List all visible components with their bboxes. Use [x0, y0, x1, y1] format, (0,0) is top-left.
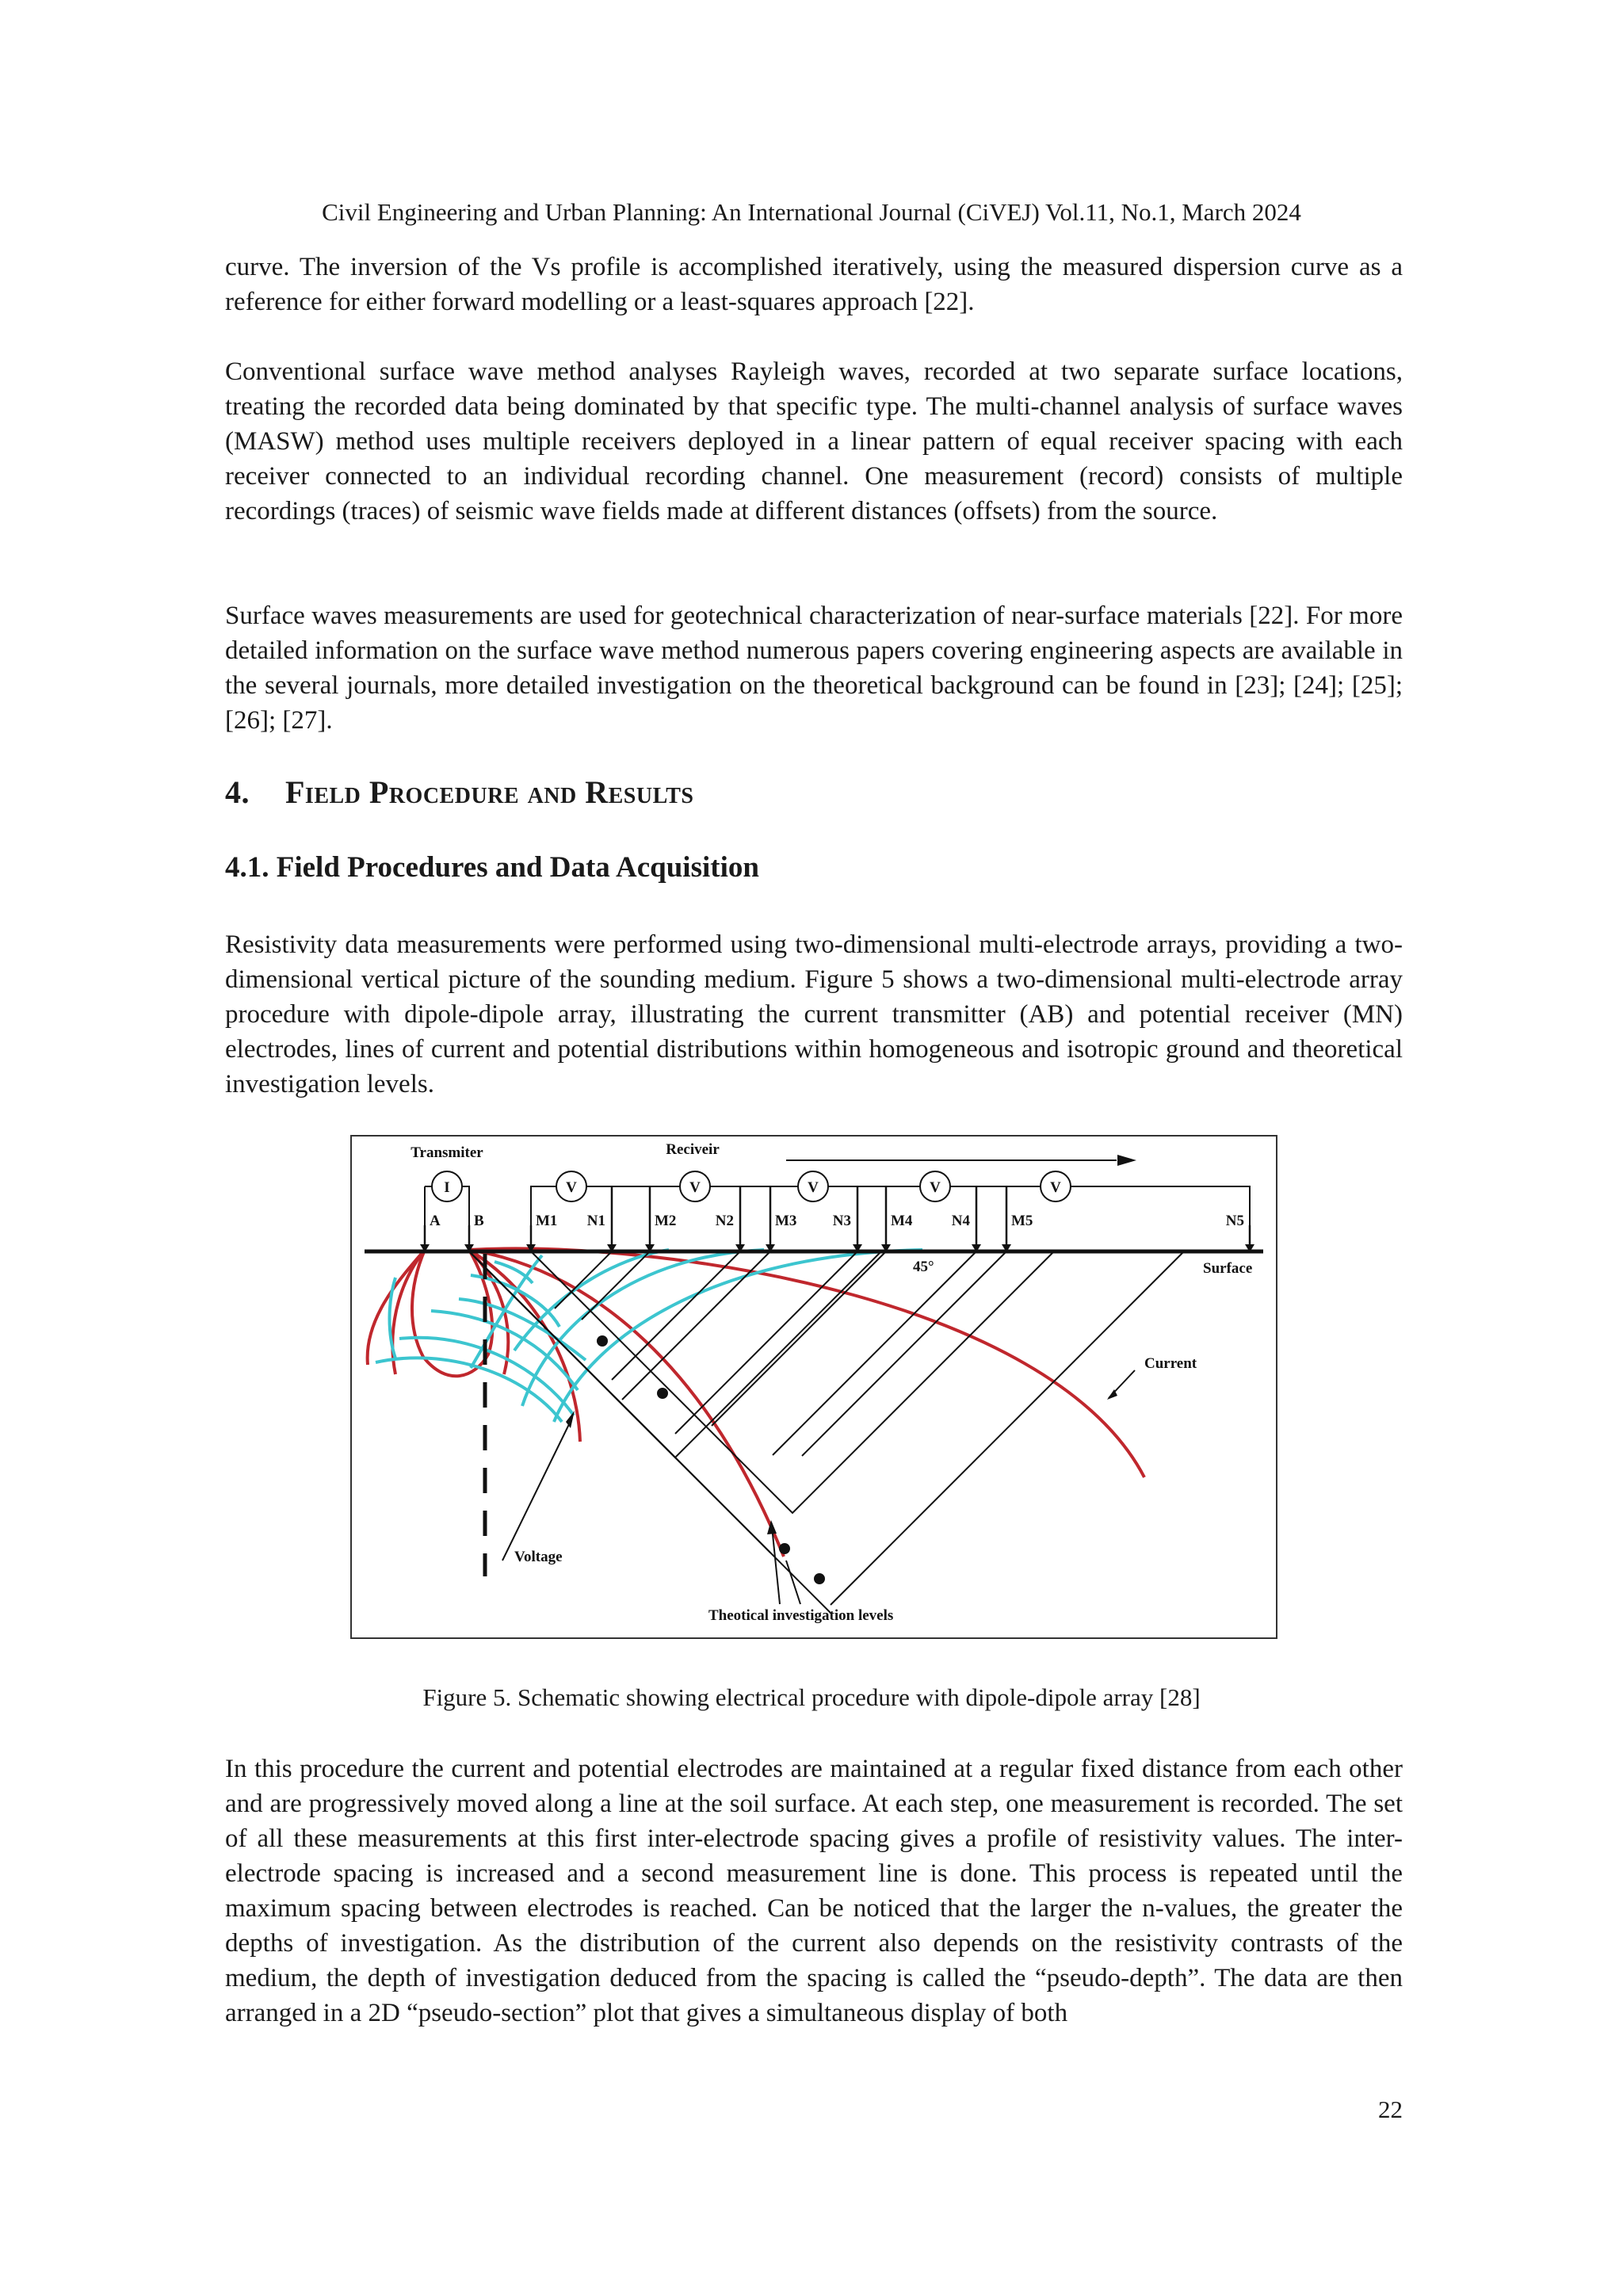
investigation-point-n4 [779, 1543, 790, 1554]
current-line [469, 1250, 784, 1557]
electrode-m1-label: M1 [536, 1213, 558, 1229]
investigation-line [802, 1251, 1006, 1456]
voltage-line [459, 1299, 586, 1360]
section-number: 4. [225, 774, 250, 810]
page-number: 22 [1378, 2095, 1403, 2123]
voltmeter-label-4: V [930, 1179, 941, 1196]
paragraph-surface-wave-method: Conventional surface wave method analyses Rayleigh waves, recorded at two separate surface locations, treating the recorded data being dominated by that specific type. The multi-channel analysis of surface waves (MASW) method uses multiple receivers deployed in a linear pattern of equal receiver spacing with each receiver connected to an individual recording channel. One measurement (record) consists of multiple recordings (traces) of seismic wave fields made at different distances (offsets) from the source. [225, 357, 1403, 525]
investigation-point-n5 [814, 1573, 825, 1584]
figure-dipole-dipole-schematic [350, 1135, 1277, 1639]
investigation-levels-label: Theotical investigation levels [708, 1607, 894, 1624]
voltage-line [376, 1358, 562, 1422]
voltmeter-label-1: V [566, 1179, 577, 1196]
survey-direction-arrowhead [1117, 1155, 1136, 1166]
investigation-point-n1 [597, 1335, 608, 1347]
voltage-line [522, 1250, 764, 1406]
paragraph-dispersion-inversion: curve. The inversion of the Vs profile is accomplished iteratively, using the measured dispersion curve as a reference for either forward modelling or a least-squares approach [22]. [225, 253, 1403, 316]
transmitter-label: Transmiter [411, 1144, 483, 1161]
current-line [469, 1249, 1144, 1477]
arrowhead [566, 1411, 575, 1428]
electrode-n4-label: N4 [951, 1213, 970, 1229]
voltage-annotation-arrow [502, 1418, 572, 1561]
angle-label: 45° [913, 1259, 934, 1275]
investigation-line [675, 1251, 857, 1434]
voltage-label: Voltage [514, 1549, 563, 1565]
electrode-a-label: A [430, 1213, 441, 1229]
electrode-n1-label: N1 [586, 1213, 605, 1229]
investigation-line [531, 1251, 1054, 1513]
electrode-n2-label: N2 [715, 1213, 734, 1229]
electrode-n3-label: N3 [832, 1213, 851, 1229]
investigation-line [622, 1251, 770, 1400]
voltmeter-label-3: V [808, 1179, 819, 1196]
section-title: Field Procedure and Results [285, 774, 694, 810]
investigation-point-n2 [657, 1388, 668, 1399]
ammeter-label: I [444, 1179, 450, 1196]
current-label: Current [1144, 1355, 1197, 1372]
paragraph-surface-wave-references: Surface waves measurements are used for geotechnical characterization of near-surface materials [22]. For more detailed information on the surface wave method numerous papers covering engineering aspects are available in the several journals, more detailed investigation on the theoretical background can be found in [23]; [24]; [25]; [26]; [27]. [225, 602, 1403, 735]
voltage-line [554, 1250, 922, 1422]
electrode-b-label: B [474, 1213, 484, 1229]
paragraph-measurement-procedure: In this procedure the current and potential electrodes are maintained at a regular fixed distance from each other and are progressively moved along a line at the soil surface. At each step, one measurement is recorded. The set of all these measurements at this first inter-electrode spacing gives a profile of resistivity values. The inter-electrode spacing is increased and a second measurement line is done. This process is repeated until the maximum spacing between electrodes is reached. Can be noticed that the larger the n-values, the greater the depths of investigation. As the distribution of the current also depends on the resistivity contrasts of the medium, the depth of investigation deduced from the spacing is called the “pseudo-depth”. The data are then arranged in a 2D “pseudo-section” plot that gives a simultaneous display of both [225, 1755, 1403, 2027]
levels-annotation-arrow [786, 1561, 800, 1604]
electrode-m4-label: M4 [891, 1213, 913, 1229]
electrode-m5-label: M5 [1011, 1213, 1033, 1229]
figure-caption: Figure 5. Schematic showing electrical procedure with dipole-dipole array [28] [422, 1683, 1201, 1711]
surface-label: Surface [1203, 1260, 1253, 1277]
annotation-arrowheads [566, 1389, 1117, 1534]
receiver-label: Reciveir [666, 1141, 720, 1158]
subsection-heading: 4.1. Field Procedures and Data Acquisition [225, 851, 759, 884]
paragraph-resistivity-measurements: Resistivity data measurements were performed using two-dimensional multi-electrode arrays, providing a two-dimensional vertical picture of the sounding medium. Figure 5 shows a two-dimensional multi-electrode array procedure with dipole-dipole array, illustrating the current transmitter (AB) and potential receiver (MN) electrodes, lines of current and potential distributions within homogeneous and isotropic ground and theoretical investigation levels. [225, 930, 1403, 1098]
investigation-level-lines [469, 1251, 1184, 1613]
electrode-m3-label: M3 [775, 1213, 797, 1229]
electrode-m2-label: M2 [655, 1213, 677, 1229]
schematic-diagram [352, 1137, 1276, 1637]
investigation-level-points [597, 1335, 825, 1584]
running-header: Civil Engineering and Urban Planning: An International Journal (CiVEJ) Vol.11, No.1, March 2024 [322, 198, 1301, 226]
voltage-lines [376, 1250, 922, 1422]
voltmeter-label-5: V [1050, 1179, 1061, 1196]
voltmeter-label-2: V [689, 1179, 701, 1196]
voltage-line [514, 1250, 669, 1350]
electrode-n5-label: N5 [1225, 1213, 1244, 1229]
investigation-line [582, 1251, 650, 1320]
section-heading [225, 773, 693, 812]
